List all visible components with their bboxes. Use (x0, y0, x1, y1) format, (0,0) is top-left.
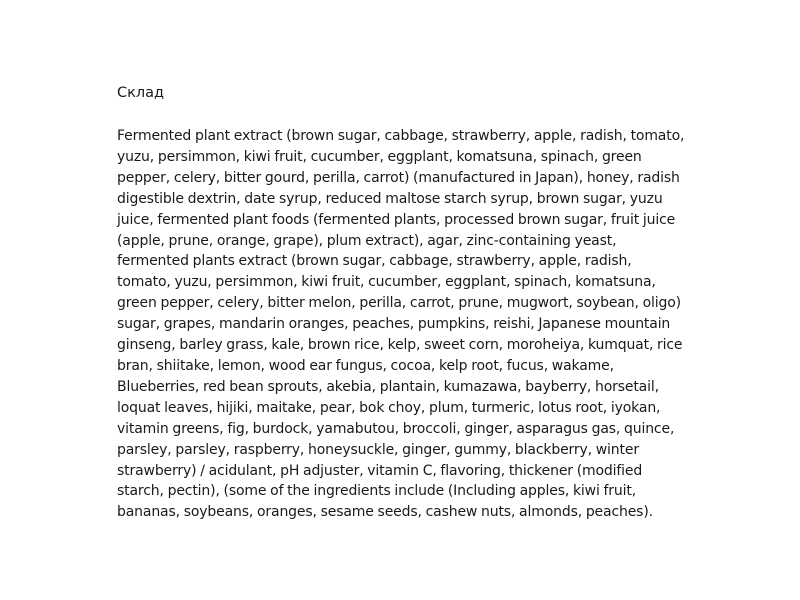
composition-heading: Склад (117, 85, 165, 101)
ingredients-text: Fermented plant extract (brown sugar, cabbage, strawberry, apple, radish, tomato, yuzu, persimmon, kiwi fruit, cucumber, eggplant, komatsuna, spinach, green pepper, celery, bitter gourd, perilla, carrot) (manufactured in Japan), honey, radish digestible dextrin, date syrup, reduced maltose starch syrup, brown sugar, yuzu juice, fermented plant foods (fermented plants, processed brown sugar, fruit juice (apple, prune, orange, grape), plum extract), agar, zinc-containing yeast, fermented plants extract (brown sugar, cabbage, strawberry, apple, radish, tomato, yuzu, persimmon, kiwi fruit, cucumber, eggplant, spinach, komatsuna, green pepper, celery, bitter melon, perilla, carrot, prune, mugwort, soybean, oligo) sugar, grapes, mandarin oranges, peaches, pumpkins, reishi, Japanese mountain ginseng, barley grass, kale, brown rice, kelp, sweet corn, moroheiya, kumquat, rice bran, shiitake, lemon, wood ear fungus, cocoa, kelp root, fucus, wakame, Blueberries, red bean sprouts, akebia, plantain, kumazawa, bayberry, horsetail, loquat leaves, hijiki, maitake, pear, bok choy, plum, turmeric, lotus root, iyokan, vitamin greens, fig, burdock, yamabutou, broccoli, ginger, asparagus gas, quince, parsley, parsley, raspberry, honeysuckle, ginger, gummy, blackberry, winter strawberry) / acidulant, pH adjuster, vitamin C, flavoring, thickener (modified starch, pectin), (some of the ingredients include (Including apples, kiwi fruit, bananas, soybeans, oranges, sesame seeds, cashew nuts, almonds, peaches). (117, 128, 685, 521)
composition-section (117, 83, 689, 523)
